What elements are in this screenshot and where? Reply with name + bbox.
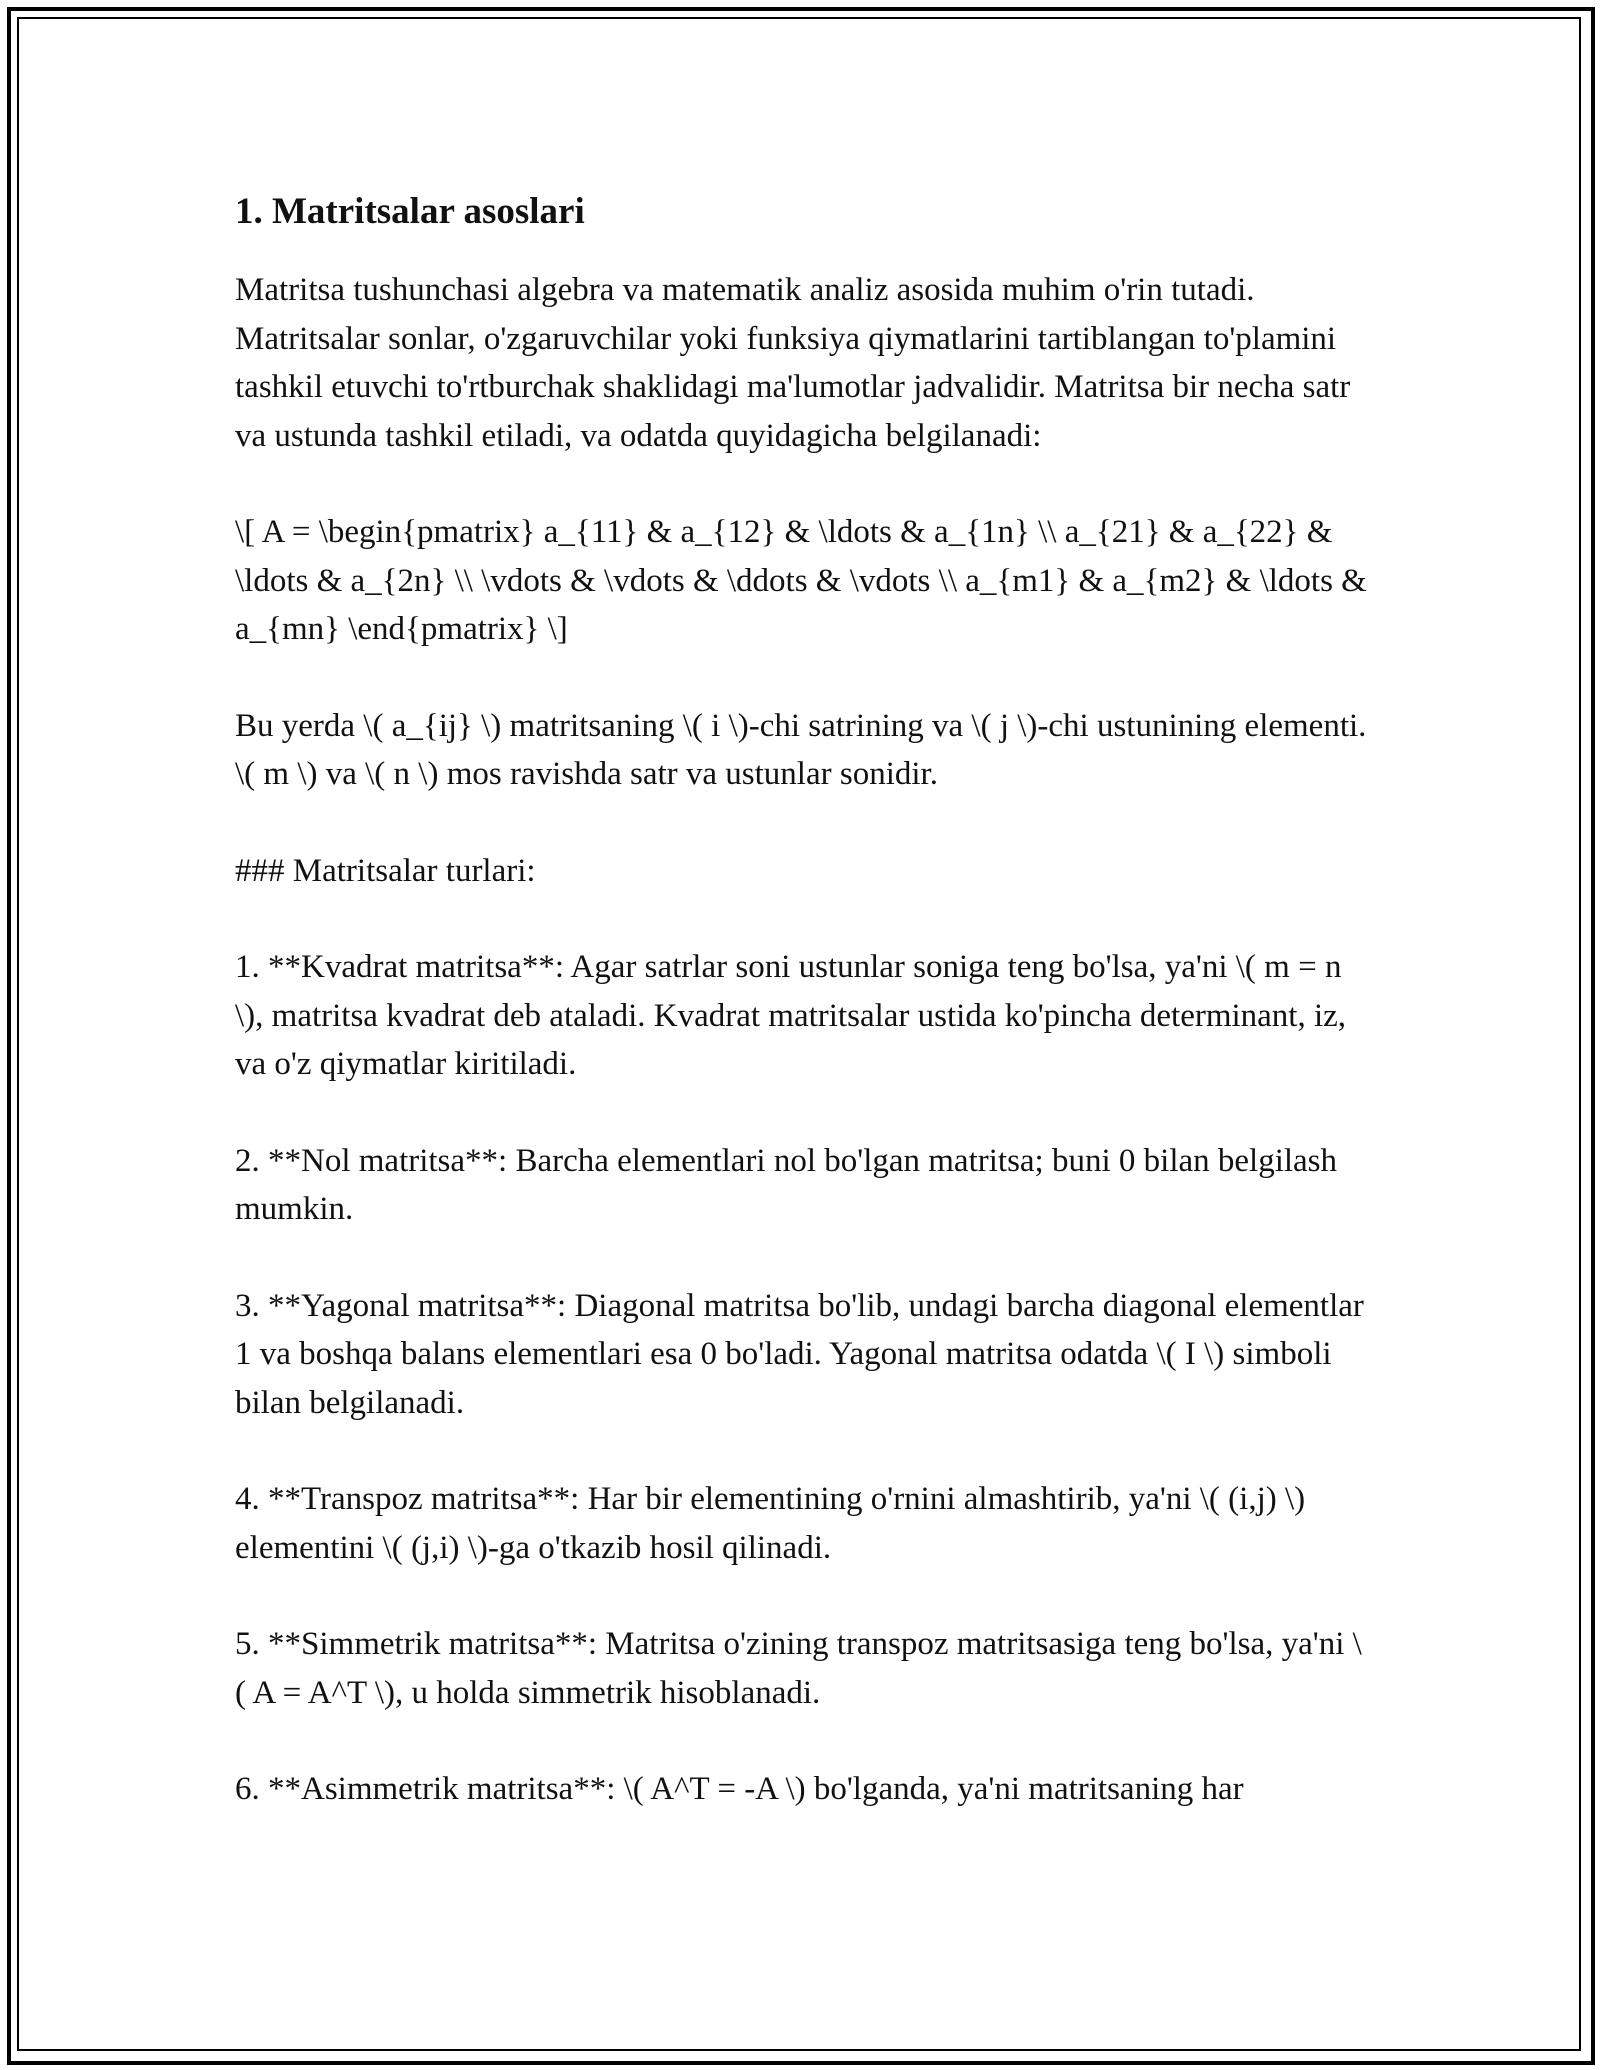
list-item-symmetric-matrix: 5. **Simmetrik matritsa**: Matritsa o'zining transpoz matritsasiga teng bo'lsa, ya'ni \( A = A^T \), u holda simmetrik hisoblanadi. — [235, 1626, 1362, 1711]
document-body — [235, 188, 1370, 1814]
section-heading: 1. Matritsalar asoslari — [235, 191, 585, 232]
subsection-heading: ### Matritsalar turlari: — [235, 852, 536, 889]
list-item-square-matrix: 1. **Kvadrat matritsa**: Agar satrlar soni ustunlar soniga teng bo'lsa, ya'ni \( m = n \), matritsa kvadrat deb ataladi. Kvadrat matritsalar ustida ko'pincha determinant, iz, va o'z qiymatlar kiritiladi. — [235, 949, 1347, 1082]
element-explanation: Bu yerda \( a_{ij} \) matritsaning \( i \)-chi satrining va \( j \)-chi ustunining elementi. \( m \) va \( n \) mos ravishda satr va ustunlar sonidir. — [235, 707, 1367, 792]
list-item-identity-matrix: 3. **Yagonal matritsa**: Diagonal matritsa bo'lib, undagi barcha diagonal elementlar 1 va boshqa balans elementlari esa 0 bo'ladi. Yagonal matritsa odatda \( I \) simboli bilan belgilanadi. — [235, 1287, 1364, 1421]
list-item-transpose-matrix: 4. **Transpoz matritsa**: Har bir elementining o'rnini almashtirib, ya'ni \( (i,j) \) elementini \( (j,i) \)-ga o'tkazib hosil qilinadi. — [235, 1481, 1306, 1566]
intro-paragraph: Matritsa tushunchasi algebra va matematik analiz asosida muhim o'rin tutadi. Matritsalar sonlar, o'zgaruvchilar yoki funksiya qiymatlarini tartiblangan to'plamini tashkil etuvchi to'rtburchak shaklidagi ma'lumotlar jadvalidir. Matritsa bir necha satr va ustunda tashkil etiladi, va odatda quyidagicha belgilanadi: — [235, 272, 1351, 454]
list-item-skew-symmetric-matrix: 6. **Asimmetrik matritsa**: \( A^T = -A \) bo'lganda, ya'ni matritsaning har — [235, 1771, 1244, 1807]
matrix-formula: \[ A = \begin{pmatrix} a_{11} & a_{12} & \ldots & a_{1n} \\ a_{21} & a_{22} & \ldots & a_{2n} \\ \vdots & \vdots & \ddots & \vdots \\ a_{m1} & a_{m2} & \ldots & a_{mn} \end{pmatrix} \] — [235, 514, 1367, 647]
list-item-zero-matrix: 2. **Nol matritsa**: Barcha elementlari nol bo'lgan matritsa; buni 0 bilan belgilash mumkin. — [235, 1142, 1338, 1227]
